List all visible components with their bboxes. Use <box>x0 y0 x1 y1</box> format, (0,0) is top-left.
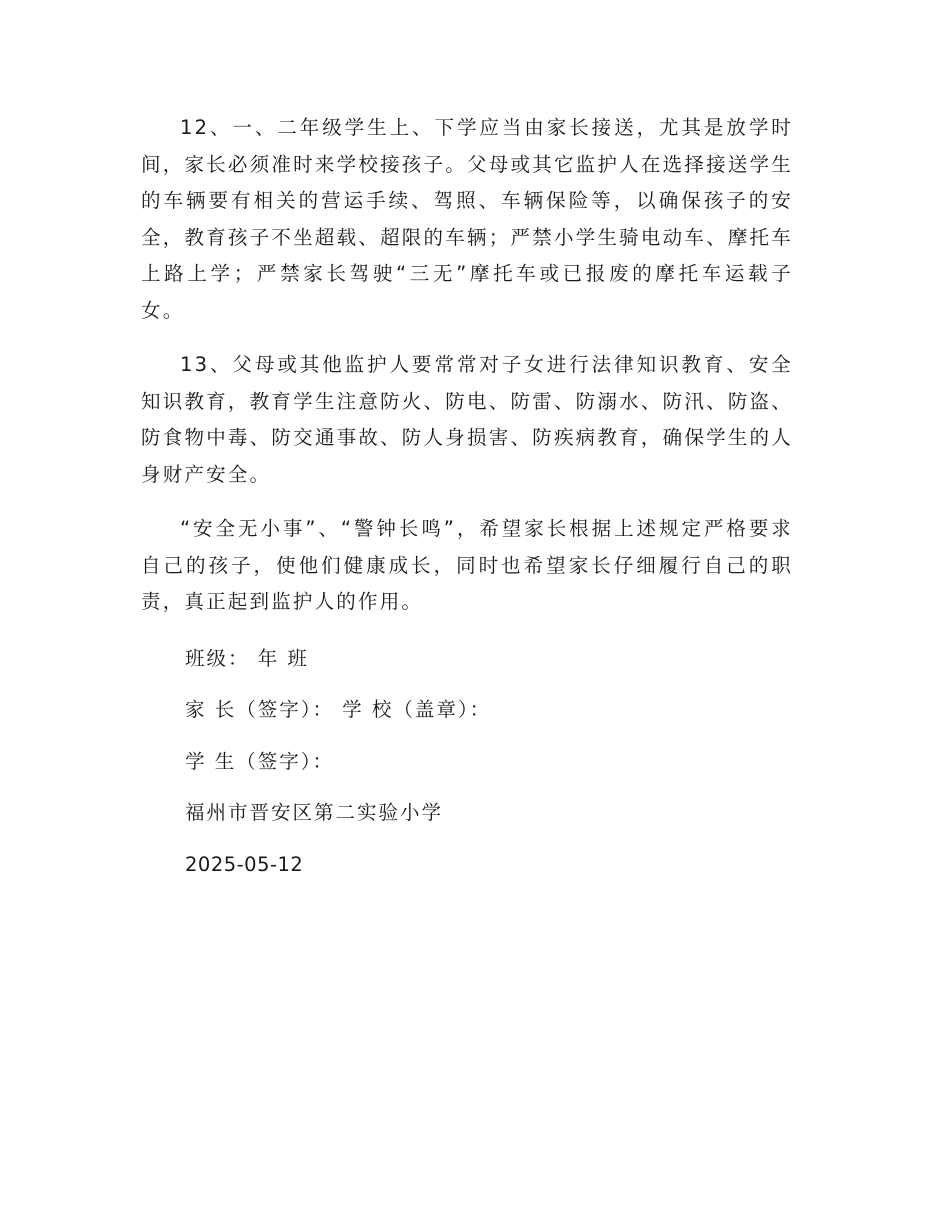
class-line: 班级： 年 班 <box>185 646 309 670</box>
school-name: 福州市晋安区第二实验小学 <box>185 801 444 824</box>
document-body <box>141 110 793 898</box>
parent-school-signature-line: 家 长（签字）： 学 校（盖章）： <box>185 698 492 721</box>
paragraph-12-pickup-rules: 12、一、二年级学生上、下学应当由家长接送，尤其是放学时间，家长必须准时来学校接孩子。父母或其它监护人在选择接送学生的车辆要有相关的营运手续、驾照、车辆保险等，以确保孩子的安全，教育孩子不坐超载、超限的车辆；严禁小学生骑电动车、摩托车上路上学；严禁家长驾驶“三无”摩托车或已报废的摩托车运载子女。 <box>141 116 793 322</box>
paragraph-closing-appeal: “安全无小事”、“警钟长鸣”，希望家长根据上述规定严格要求自己的孩子，使他们健康成长，同时也希望家长仔细履行自己的职责，真正起到监护人的作用。 <box>141 517 793 613</box>
document-date: 2025-05-12 <box>185 852 304 876</box>
paragraph-13-safety-education: 13、父母或其他监护人要常常对子女进行法律知识教育、安全知识教育，教育学生注意防火、防电、防雷、防溺水、防汛、防盗、防食物中毒、防交通事故、防人身损害、防疾病教育，确保学生的人身财产安全。 <box>141 353 793 486</box>
student-signature-line: 学 生（签字）： <box>185 749 334 773</box>
